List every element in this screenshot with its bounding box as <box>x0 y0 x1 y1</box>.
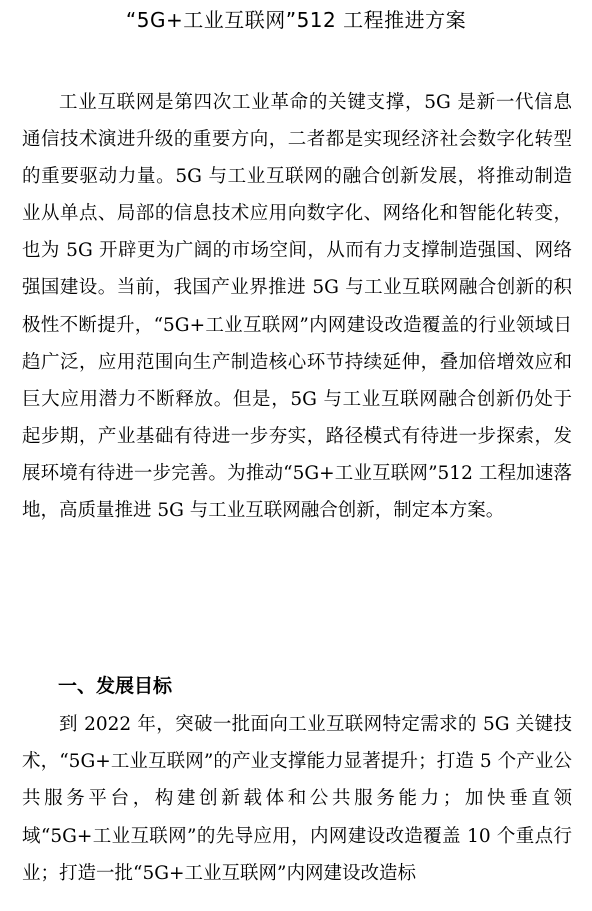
goal-paragraph: 到 2022 年，突破一批面向工业互联网特定需求的 5G 关键技术，“5G+工业互联网”的产业支撑能力显著提升；打造 5 个产业公共服务平台，构建创新载体和公共服务能力；加快垂直领域“5G+工业互联网”的先导应用，内网建设改造覆盖 10 个重点行业；打造一批“5G+工业互联网”内网建设改造标 <box>22 714 572 884</box>
section-heading: 一、发展目标 <box>58 675 173 697</box>
intro-paragraph: 工业互联网是第四次工业革命的关键支撑，5G 是新一代信息通信技术演进升级的重要方向，二者都是实现经济社会数字化转型的重要驱动力量。5G 与工业互联网的融合创新发展，将推动制造业从单点、局部的信息技术应用向数字化、网络化和智能化转变，也为 5G 开辟更为广阔的市场空间，从而有力支撑制造强国、网络强国建设。当前，我国产业界推进 5G 与工业互联网融合创新的积极性不断提升，“5G+工业互联网”内网建设改造覆盖的行业领域日趋广泛，应用范围向生产制造核心环节持续延伸，叠加倍增效应和巨大应用潜力不断释放。但是，5G 与工业互联网融合创新仍处于起步期，产业基础有待进一步夯实，路径模式有待进一步探索，发展环境有待进一步完善。为推动“5G+工业互联网”512 工程加速落地，高质量推进 5G 与工业互联网融合创新，制定本方案。 <box>22 92 572 522</box>
document-title: “5G+工业互联网”512 工程推进方案 <box>125 8 467 32</box>
